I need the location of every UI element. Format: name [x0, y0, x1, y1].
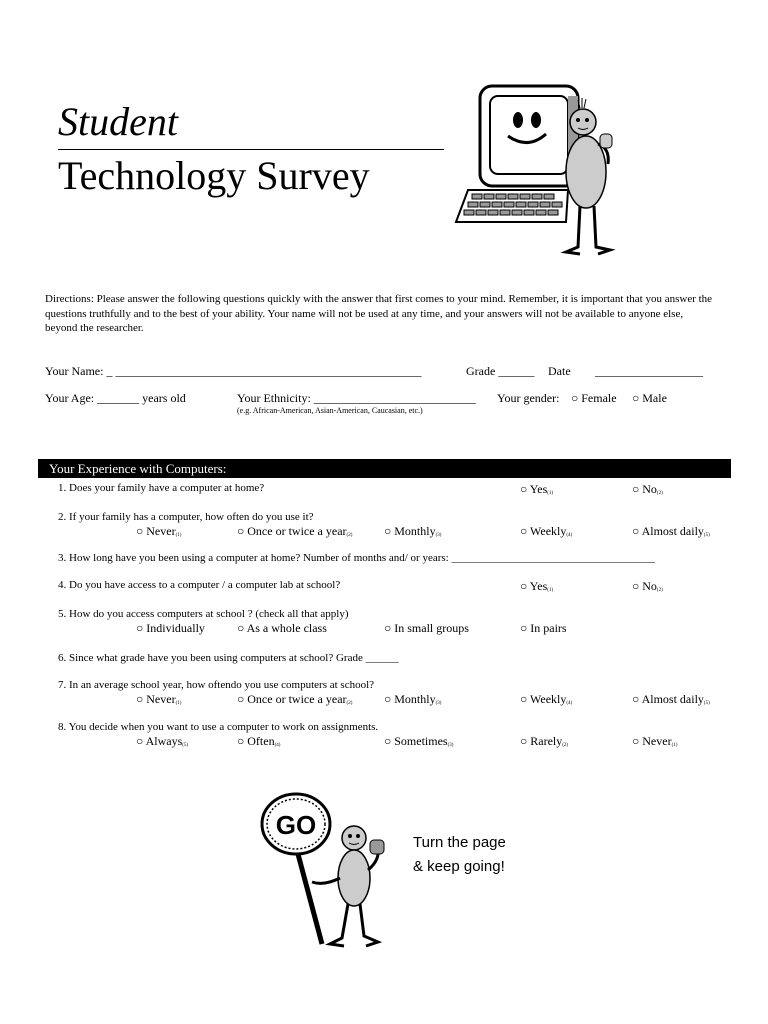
footer-line-2: & keep going!	[413, 858, 505, 875]
ethnicity-field[interactable]: Your Ethnicity: ___________________________	[237, 391, 476, 405]
go-sign-mascot-icon	[258, 786, 403, 951]
question-5: 5. How do you access computers at school ? (check all that apply)	[58, 608, 349, 620]
q2-monthly-radio[interactable]: ○ Monthly$_{(3)}$	[384, 524, 442, 538]
q4-no-radio[interactable]: ○ $No_{(2)}$	[632, 579, 663, 593]
question-3[interactable]: 3. How long have you been using a computer at home? Number of months and/ or years: _____________________________________	[58, 552, 655, 564]
q7-daily-radio[interactable]: ○ Almost daily$_{(5)}$	[632, 692, 710, 706]
q8-rarely-radio[interactable]: ○ Rarely$_{(2)}$	[520, 734, 569, 748]
q1-yes-radio[interactable]: ○ Yes$_{(1)}$	[520, 482, 554, 496]
q5-individually-checkbox[interactable]: ○ Individually	[136, 621, 205, 635]
q7-weekly-radio[interactable]: ○ Weekly$_{(4)}$	[520, 692, 573, 706]
question-1: 1. Does your family have a computer at home?	[58, 482, 265, 494]
q2-yearly-radio[interactable]: ○ Once or twice a year$_{(2)}$	[237, 524, 353, 538]
title-divider	[58, 149, 444, 150]
q5-pairs-checkbox[interactable]: ○ In pairs	[520, 621, 567, 635]
question-2: 2. If your family has a computer, how often do you use it?	[58, 511, 314, 523]
q8-sometimes-radio[interactable]: ○ Sometimes$_{(3)}$	[384, 734, 454, 748]
gender-male-radio[interactable]: ○ Male	[632, 391, 667, 405]
ethnicity-hint: (e.g. African-American, Asian-American, Caucasian, etc.)	[237, 406, 423, 415]
name-field[interactable]: Your Name: _ ___________________________________________________	[45, 364, 422, 378]
q2-weekly-radio[interactable]: ○ Weekly$_{(4)}$	[520, 524, 573, 538]
title-student: Student	[58, 99, 178, 144]
q2-daily-radio[interactable]: ○ Almost daily$_{(5)}$	[632, 524, 710, 538]
gender-female-radio[interactable]: ○ Female	[571, 391, 617, 405]
q7-monthly-radio[interactable]: ○ Monthly$_{(3)}$	[384, 692, 442, 706]
go-sign-text: GO	[275, 810, 317, 840]
q7-never-radio[interactable]: ○ Never$_{(1)}$	[136, 692, 182, 706]
directions-text: Directions: Please answer the following questions quickly with the answer that first comes to your mind. Remember, it is important that you answer the questions truthfully and to the best of your ability. Your name will not be used at any time, and your answers will not be available to anyone else, beyond the researcher.	[45, 293, 713, 334]
date-field[interactable]: __________________	[595, 364, 703, 378]
question-4: 4. Do you have access to a computer / a computer lab at school?	[58, 579, 341, 591]
footer-line-1: Turn the page	[413, 834, 506, 851]
question-7: 7. In an average school year, how oftendo you use computers at school?	[58, 679, 375, 691]
question-6[interactable]: 6. Since what grade have you been using computers at school? Grade ______	[58, 652, 399, 664]
q8-often-radio[interactable]: ○ Often$_{(4)}$	[237, 734, 281, 748]
gender-label: Your gender:	[497, 391, 560, 405]
q5-whole-class-checkbox[interactable]: ○ As a whole class	[237, 621, 327, 635]
question-8: 8. You decide when you want to use a computer to work on assignments.	[58, 721, 379, 733]
age-field[interactable]: Your Age: _______ years old	[45, 391, 186, 405]
q1-no-radio[interactable]: ○ $No_{(2)}$	[632, 482, 663, 496]
q2-never-radio[interactable]: ○ Never$_{(1)}$	[136, 524, 182, 538]
date-label: Date	[548, 364, 571, 378]
q7-yearly-radio[interactable]: ○ Once or twice a year$_{(2)}$	[237, 692, 353, 706]
q5-small-groups-checkbox[interactable]: ○ In small groups	[384, 621, 469, 635]
footer-message	[413, 831, 506, 879]
q8-always-radio[interactable]: ○ Always$_{(5)}$	[136, 734, 189, 748]
title-technology-survey: Technology Survey	[58, 153, 370, 198]
section-header: Your Experience with Computers:	[38, 459, 731, 478]
computer-mascot-icon	[448, 82, 620, 262]
grade-field[interactable]: Grade ______	[466, 364, 535, 378]
q4-yes-radio[interactable]: ○ Yes$_{(1)}$	[520, 579, 554, 593]
q8-never-radio[interactable]: ○ Never$_{(1)}$	[632, 734, 678, 748]
